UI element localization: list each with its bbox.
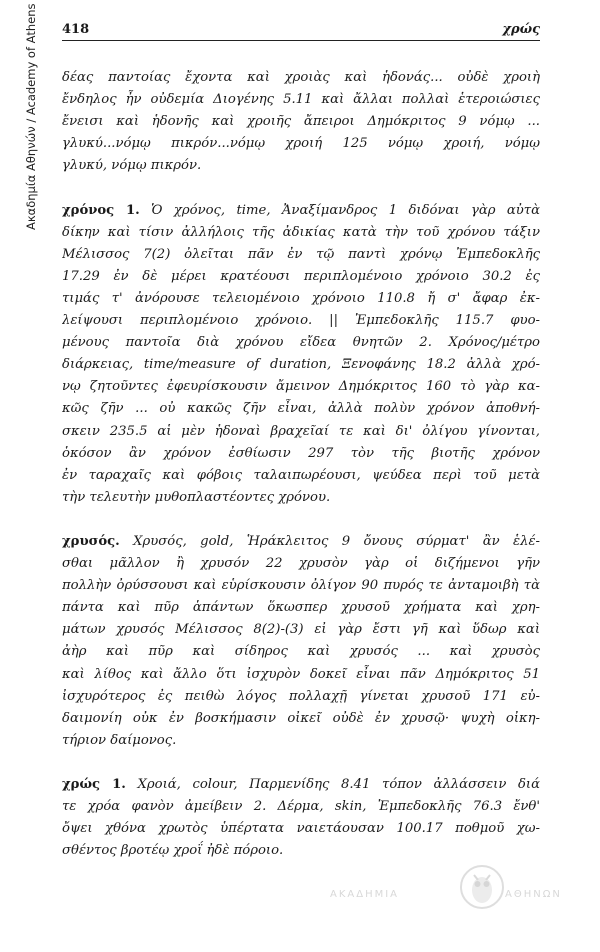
watermark-text-left: ΑΚΑΔΗΜΙΑ — [330, 889, 400, 900]
line-text: ἐν ταραχαῖς καὶ φόβοις ταλαιπωρέουσι, ψεύδεα περὶ τοῦ μετὰ — [62, 467, 540, 483]
line-text: κῶς ζῆν ... οὐ κακῶς ζῆν εἶναι, ἀλλὰ πολὺν χρόνον ἀποθνή- — [62, 401, 540, 417]
line-text: τιμάς τ' ἀνόρουσε τελειομένοιο χρόνοιο 110.8 ἤ σ' ἄφαρ ἐκ- — [62, 290, 540, 306]
text-line — [62, 422, 540, 442]
academy-side-label: Ακαδημία Αθηνών / Academy of Athens — [24, 3, 38, 230]
line-text: ἰσχυρότερος ἐς πειθὼ λόγος πολλαχῇ γίνεται χρυσοῦ 171 εὐ- — [62, 688, 540, 704]
line-text: τε χρόα φανὸν ἀμείβειν 2. Δέρμα, skin, Ἐμπεδοκλῆς 76.3 ἔνθ' — [62, 799, 540, 814]
line-text: σκειν 235.5 αἱ μὲν ἡδοναὶ βραχεῖαί τε καὶ δι' ὀλίγου γίνονται, — [62, 423, 540, 439]
text-line — [62, 399, 540, 419]
line-text: γλυκύ, νόμῳ πικρόν. — [62, 158, 202, 174]
text-line — [62, 156, 540, 176]
text-line — [62, 687, 540, 707]
text-line — [62, 112, 540, 132]
text-line — [62, 841, 540, 861]
line-text: τήριον δαίμονος. — [62, 732, 177, 748]
line-text: μένους παντοῖα διὰ χρόνου εἴδεα θνητῶν 2. Χρόνος/μέτρο — [62, 335, 540, 351]
line-text: ὁκόσον ἂν χρόνον ἐσθίωσιν 297 τὸν τῆς βιοτῆς χρόνον — [62, 445, 540, 461]
owl-emblem-icon — [458, 863, 506, 911]
line-text: καὶ λίθος καὶ ἄλλο ὅτι ἰσχυρὸν δοκεῖ εἶναι πᾶν Δημόκριτος 51 — [62, 666, 540, 682]
academy-watermark — [330, 885, 590, 905]
text-line — [62, 134, 540, 154]
line-text: διάρκειας, time/measure of duration, Ξενοφάνης 18.2 ἀλλὰ χρό- — [62, 357, 540, 373]
watermark-text-right: ΑΘΗΝΩΝ — [505, 889, 562, 900]
page-number: 418 — [62, 22, 90, 37]
line-text: πολλὴν ὀρύσσουσι καὶ εὑρίσκουσιν ὀλίγον 90 πυρός τε ἀνταμοιβὴ τὰ — [62, 578, 540, 594]
text-line — [62, 355, 540, 375]
text-line — [62, 642, 540, 662]
line-text: Χροιά, colour, Παρμενίδης 8.41 τόπον ἀλλάσσειν διά — [125, 776, 540, 792]
text-line — [62, 554, 540, 574]
line-text: πάντα καὶ πῦρ ἁπάντων ὅκωσπερ χρυσοῦ χρήματα καὶ χρη- — [62, 600, 540, 616]
line-text: ἔνδηλος ἦν οὐδεμία Διογένης 5.11 καὶ ἄλλαι πολλαὶ ἑτεροιώσιες — [62, 92, 540, 108]
text-line — [62, 466, 540, 486]
line-text: σθαι μᾶλλον ἢ χρυσόν 22 χρυσὸν γὰρ οἱ διζήμενοι γῆν — [62, 556, 540, 571]
line-text: ὄψει χθόνα χρωτὸς ὑπέρτατα ναιετάουσαν 100.17 ποθμοῦ χω- — [62, 821, 540, 837]
text-line — [62, 68, 540, 88]
text-line — [62, 731, 540, 751]
line-text: ἔνεισι καὶ ἡδονῆς καὶ χροιῆς ἄπειροι Δημόκριτος 9 νόμῳ ... — [62, 114, 540, 130]
text-line — [62, 797, 540, 817]
line-text: γλυκύ...νόμῳ πικρόν...νόμῳ χροιή 125 νόμῳ χροιή, νόμῳ — [62, 136, 540, 152]
line-text: Ὁ χρόνος, time, Ἀναξίμανδρος 1 διδόναι γὰρ αὐτὰ — [139, 202, 540, 218]
text-line — [62, 576, 540, 596]
text-line — [62, 488, 540, 508]
line-text: μάτων χρυσός Μέλισσος 8(2)-(3) εἰ γὰρ ἔστι γῆ καὶ ὕδωρ καὶ — [62, 622, 540, 638]
text-line — [62, 532, 540, 552]
text-line — [62, 444, 540, 464]
text-line — [62, 377, 540, 397]
text-line — [62, 709, 540, 729]
text-line — [62, 620, 540, 640]
line-text: δέας παντοίας ἔχοντα καὶ χροιὰς καὶ ἡδονάς... οὐδὲ χροιὴ — [62, 70, 540, 85]
line-text: ἀὴρ καὶ πῦρ καὶ σίδηρος καὶ χρυσός ... καὶ χρυσὸς — [62, 644, 540, 660]
line-text: σθέντος βροτέῳ χροΐ ἠδὲ πόροιο. — [62, 843, 284, 859]
lemma-headword: χρυσός. — [62, 533, 120, 549]
line-text: Χρυσός, gold, Ἡράκλειτος 9 ὄνους σύρματ' ἂν ἑλέ- — [119, 533, 540, 549]
line-text: 17.29 ἐν δὲ μέρει κρατέουσι περιπλομένοιο χρόνοιο 30.2 ἐς — [62, 268, 540, 284]
text-line — [62, 333, 540, 353]
text-line — [62, 223, 540, 243]
text-line — [62, 90, 540, 110]
lemma-headword: χρόνος 1. — [62, 202, 140, 218]
text-line — [62, 598, 540, 618]
line-text: δαιμονίη οὐκ ἐν βοσκήμασιν οἰκεῖ οὐδὲ ἐν χρυσῷ· ψυχὴ οἰκη- — [62, 710, 540, 726]
text-line — [62, 819, 540, 839]
text-line — [62, 289, 540, 309]
text-line — [62, 267, 540, 287]
line-text: Μέλισσος 7(2) ὀλεῖται πᾶν ἐν τῷ παντὶ χρόνῳ Ἐμπεδοκλῆς — [62, 246, 540, 262]
text-line — [62, 201, 540, 221]
running-header — [62, 22, 540, 41]
text-line — [62, 311, 540, 331]
line-text: δίκην καὶ τίσιν ἀλλήλοις τῆς ἀδικίας κατὰ τὴν τοῦ χρόνου τάξιν — [62, 224, 540, 240]
line-text: λείψουσι περιπλομένοιο χρόνοιο. || Ἐμπεδοκλῆς 115.7 φυο- — [62, 313, 540, 328]
text-line — [62, 775, 540, 795]
text-line — [62, 245, 540, 265]
line-text: τὴν τελευτὴν μυθοπλαστέοντες χρόνου. — [62, 489, 331, 505]
running-head-word: χρώς — [502, 22, 540, 37]
text-line — [62, 665, 540, 685]
lemma-headword: χρώς 1. — [62, 776, 126, 792]
line-text: νῳ ζητοῦντες ἐφευρίσκουσιν ἄμεινον Δημόκριτος 160 τὸ γὰρ κα- — [62, 379, 540, 395]
